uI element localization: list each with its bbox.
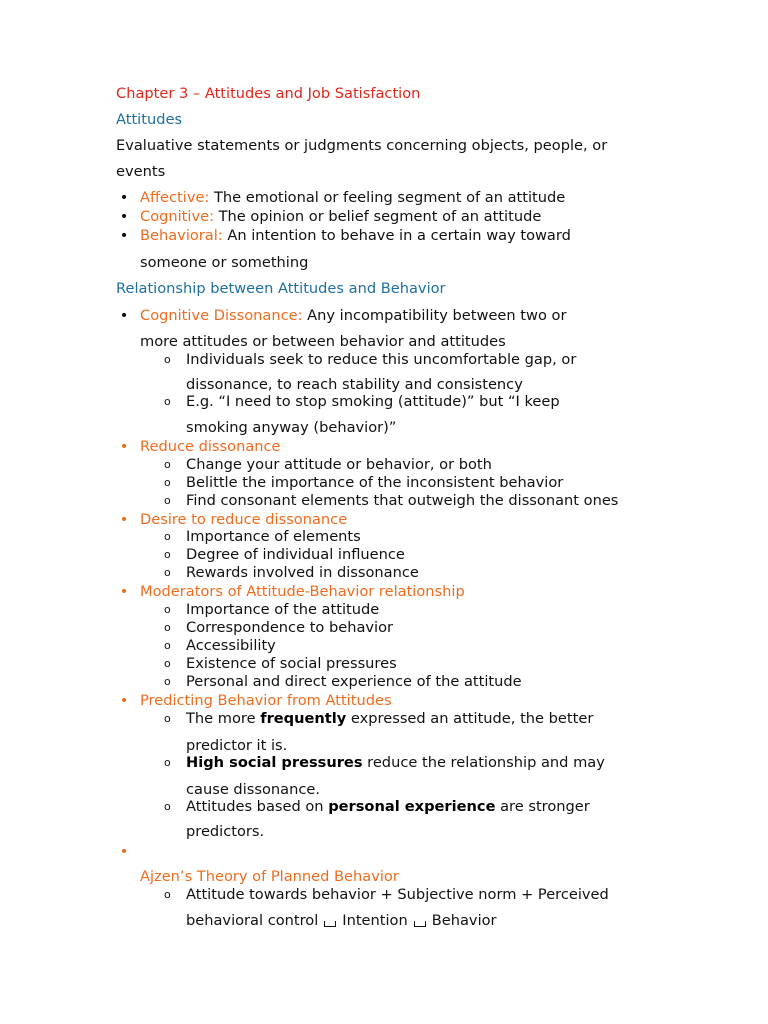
attitudes-heading: Attitudes — [116, 111, 183, 128]
term-behavioral: Behavioral: — [140, 227, 223, 244]
bullet-icon: • — [119, 583, 129, 600]
circle-bullet-icon: o — [164, 353, 171, 366]
circle-bullet-icon: o — [164, 494, 171, 507]
text-span: are stronger — [495, 798, 590, 815]
circle-bullet-icon: o — [164, 675, 171, 688]
term-dissonance: Cognitive Dissonance: — [140, 307, 303, 324]
bullet-icon: • — [119, 208, 129, 225]
sub-item-text: Degree of individual influence — [186, 546, 405, 563]
sub-item-text-continued: cause dissonance. — [186, 781, 320, 798]
sub-item-text: Rewards involved in dissonance — [186, 564, 419, 581]
sub-item-text-continued: predictors. — [186, 823, 265, 840]
bullet-icon: • — [119, 692, 129, 709]
bold-text: personal experience — [328, 798, 496, 815]
dissonance-text-continued: more attitudes or between behavior and attitudes — [140, 333, 506, 350]
circle-bullet-icon: o — [164, 458, 171, 471]
chapter-title: Chapter 3 – Attitudes and Job Satisfaction — [116, 85, 421, 102]
circle-bullet-icon: o — [164, 548, 171, 561]
bullet-icon: • — [119, 843, 129, 860]
formula-part: behavioral control — [186, 912, 319, 929]
sub-item-text: Change your attitude or behavior, or both — [186, 456, 492, 473]
circle-bullet-icon: o — [164, 603, 171, 616]
circle-bullet-icon: o — [164, 621, 171, 634]
dissonance-text: Any incompatibility between two or — [302, 307, 567, 324]
definition-line-2: events — [116, 163, 166, 180]
sub-item-text: Belittle the importance of the inconsistent behavior — [186, 474, 564, 491]
sub-item-text: Find consonant elements that outweigh the dissonant ones — [186, 492, 619, 509]
formula-part: Behavior — [431, 912, 497, 929]
bullet-icon: • — [119, 189, 129, 206]
relationship-heading: Relationship between Attitudes and Behavior — [116, 280, 446, 297]
sub-item-text: Attitude towards behavior + Subjective norm + Perceived — [186, 886, 609, 903]
section-title: Reduce dissonance — [140, 438, 281, 455]
sub-item-text: Existence of social pressures — [186, 655, 397, 672]
affective-text: The emotional or feeling segment of an attitude — [209, 189, 566, 206]
section-title: Moderators of Attitude-Behavior relationship — [140, 583, 465, 600]
bullet-icon: • — [119, 511, 129, 528]
section-title: Predicting Behavior from Attitudes — [140, 692, 392, 709]
sub-item-text — [186, 709, 593, 729]
sub-item-text: Importance of the attitude — [186, 601, 380, 618]
cognitive-text: The opinion or belief segment of an attitude — [214, 208, 542, 225]
sub-item-text: Correspondence to behavior — [186, 619, 394, 636]
circle-bullet-icon: o — [164, 395, 171, 408]
sub-item-text-continued: predictor it is. — [186, 737, 288, 754]
circle-bullet-icon: o — [164, 657, 171, 670]
sub-item-text-continued: smoking anyway (behavior)” — [186, 419, 397, 436]
circle-bullet-icon: o — [164, 530, 171, 543]
sub-item-text — [186, 753, 605, 773]
bullet-icon: • — [119, 227, 129, 244]
term-affective: Affective: — [140, 189, 210, 206]
formula-part: Intention — [342, 912, 408, 929]
bullet-icon: • — [119, 307, 129, 324]
sub-item-text: Importance of elements — [186, 528, 361, 545]
text-span: Attitudes based on — [186, 798, 329, 815]
bullet-icon: • — [119, 438, 129, 455]
arrow-icon — [414, 921, 426, 927]
sub-item-text: Accessibility — [186, 637, 276, 654]
sub-item-text — [186, 797, 590, 817]
circle-bullet-icon: o — [164, 712, 171, 725]
definition-line-1: Evaluative statements or judgments concerning objects, people, or — [116, 137, 608, 154]
sub-item-text: Personal and direct experience of the attitude — [186, 673, 522, 690]
bold-text: frequently — [260, 710, 347, 727]
text-span: reduce the relationship and may — [362, 754, 605, 771]
term-cognitive: Cognitive: — [140, 208, 214, 225]
section-title: Desire to reduce dissonance — [140, 511, 348, 528]
text-span: The more — [186, 710, 261, 727]
ajzen-formula — [186, 911, 497, 931]
behavioral-text: An intention to behave in a certain way toward — [222, 227, 571, 244]
circle-bullet-icon: o — [164, 888, 171, 901]
sub-item-text: Individuals seek to reduce this uncomfortable gap, or — [186, 351, 577, 368]
sub-item-text-continued: dissonance, to reach stability and consistency — [186, 376, 523, 393]
circle-bullet-icon: o — [164, 566, 171, 579]
circle-bullet-icon: o — [164, 800, 171, 813]
circle-bullet-icon: o — [164, 756, 171, 769]
behavioral-text-continued: someone or something — [140, 254, 309, 271]
circle-bullet-icon: o — [164, 476, 171, 489]
arrow-icon — [324, 921, 336, 927]
bold-text: High social pressures — [186, 754, 363, 771]
circle-bullet-icon: o — [164, 639, 171, 652]
sub-item-text: E.g. “I need to stop smoking (attitude)” but “I keep — [186, 393, 560, 410]
ajzen-title: Ajzen’s Theory of Planned Behavior — [140, 868, 399, 885]
text-span: expressed an attitude, the better — [346, 710, 594, 727]
